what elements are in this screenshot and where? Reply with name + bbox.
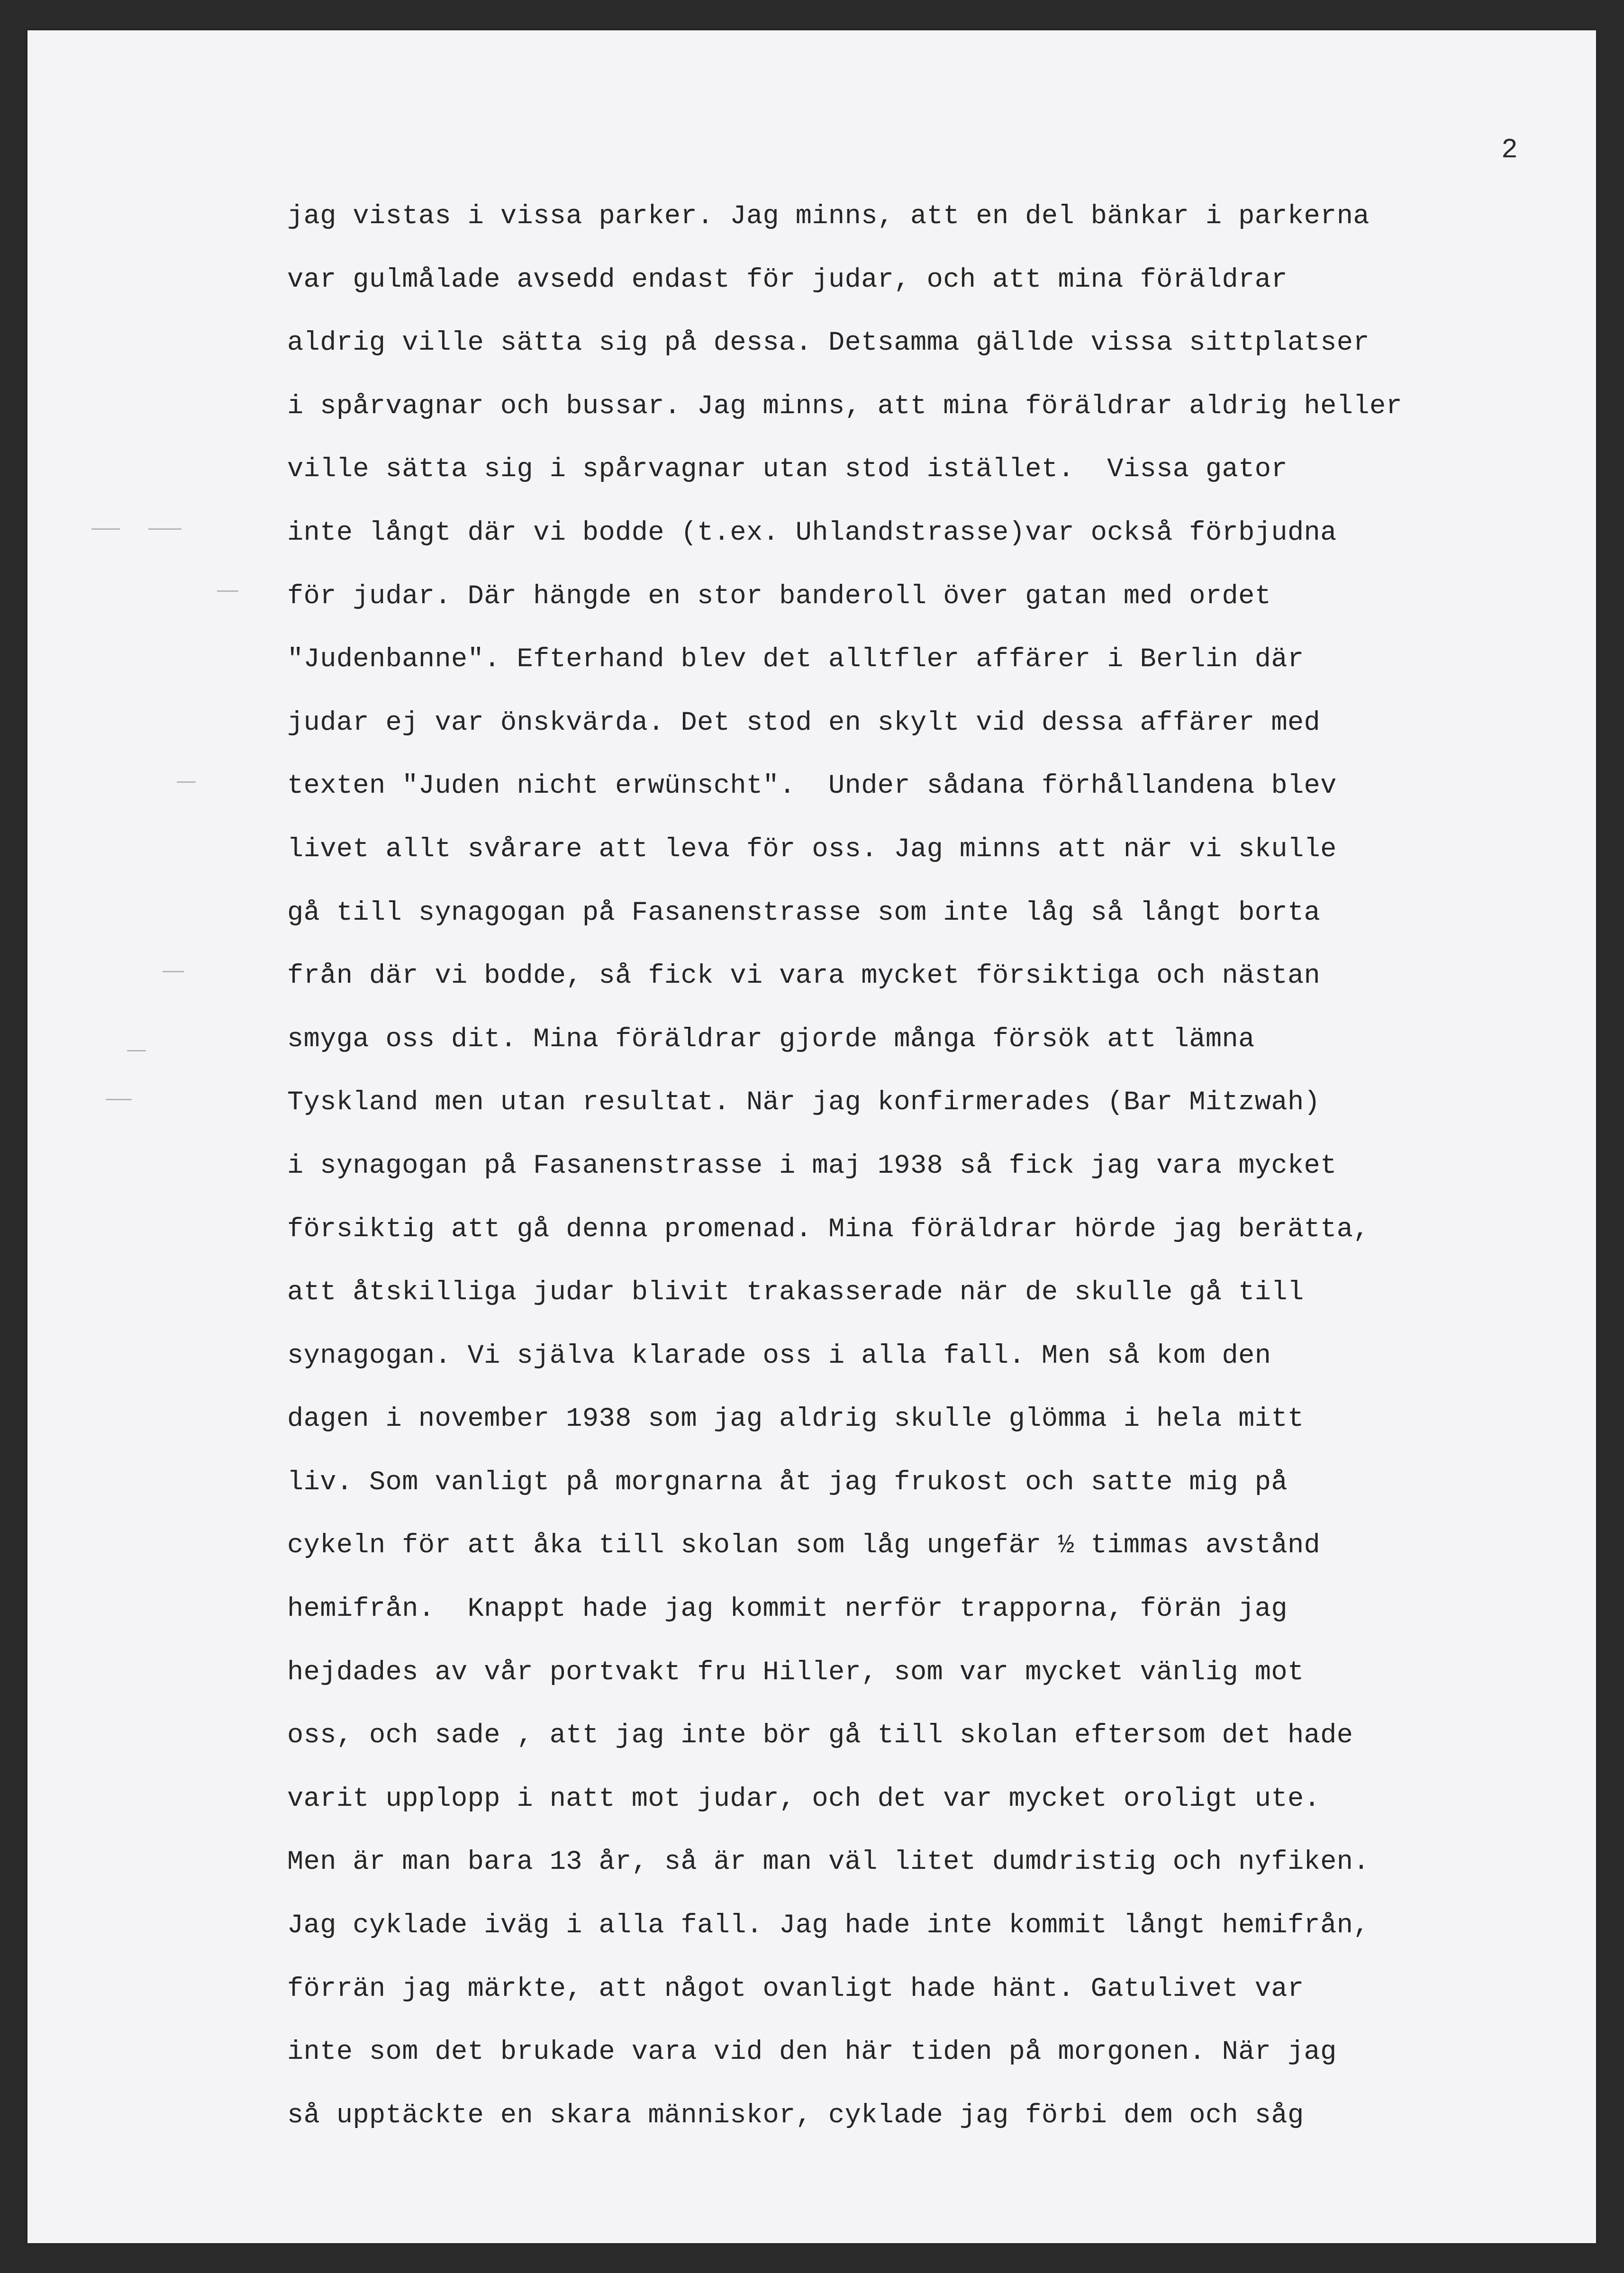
- text-line: försiktig att gå denna promenad. Mina föräldrar hörde jag berätta,: [287, 1214, 1370, 1245]
- text-line: varit upplopp i natt mot judar, och det var mycket oroligt ute.: [287, 1784, 1321, 1814]
- text-line: inte långt där vi bodde (t.ex. Uhlandstrasse)var också förbjudna: [287, 517, 1337, 548]
- text-line: dagen i november 1938 som jag aldrig skulle glömma i hela mitt: [287, 1404, 1304, 1435]
- text-line: aldrig ville sätta sig på dessa. Detsamma gällde vissa sittplatser: [287, 328, 1370, 359]
- typed-text-body: [287, 198, 1605, 2160]
- margin-mark: [106, 1099, 132, 1100]
- text-line: Men är man bara 13 år, så är man väl litet dumdristig och nyfiken.: [287, 1847, 1370, 1878]
- text-line: inte som det brukade vara vid den här tiden på morgonen. När jag: [287, 2037, 1337, 2068]
- text-line: oss, och sade , att jag inte bör gå till skolan eftersom det hade: [287, 1721, 1353, 1751]
- text-line: för judar. Där hängde en stor banderoll över gatan med ordet: [287, 581, 1271, 612]
- text-line: liv. Som vanligt på morgnarna åt jag frukost och satte mig på: [287, 1467, 1288, 1498]
- text-line: så upptäckte en skara människor, cyklade jag förbi dem och såg: [287, 2100, 1304, 2131]
- text-line: förrän jag märkte, att något ovanligt hade hänt. Gatulivet var: [287, 1974, 1304, 2004]
- page-number: 2: [1501, 135, 1518, 166]
- margin-mark: [127, 1050, 146, 1051]
- text-line: judar ej var önskvärda. Det stod en skylt vid dessa affärer med: [287, 707, 1321, 738]
- text-line: ville sätta sig i spårvagnar utan stod istället. Vissa gator: [287, 454, 1288, 485]
- text-line: texten "Juden nicht erwünscht". Under sådana förhållandena blev: [287, 771, 1337, 802]
- text-line: från där vi bodde, så fick vi vara mycket försiktiga och nästan: [287, 961, 1321, 992]
- text-line: Tyskland men utan resultat. När jag konfirmerades (Bar Mitzwah): [287, 1087, 1321, 1118]
- margin-mark: [163, 971, 184, 972]
- text-line: i synagogan på Fasanenstrasse i maj 1938 så fick jag vara mycket: [287, 1150, 1337, 1181]
- text-line: hemifrån. Knappt hade jag kommit nerför trapporna, förän jag: [287, 1594, 1288, 1625]
- text-line: hejdades av vår portvakt fru Hiller, som var mycket vänlig mot: [287, 1657, 1304, 1688]
- margin-mark: [91, 528, 120, 530]
- text-line: i spårvagnar och bussar. Jag minns, att mina föräldrar aldrig heller: [287, 391, 1403, 422]
- text-line: smyga oss dit. Mina föräldrar gjorde många försök att lämna: [287, 1024, 1255, 1055]
- text-line: "Judenbanne". Efterhand blev det alltfler affärer i Berlin där: [287, 644, 1304, 675]
- text-line: livet allt svårare att leva för oss. Jag minns att när vi skulle: [287, 834, 1337, 865]
- text-line: Jag cyklade iväg i alla fall. Jag hade inte kommit långt hemifrån,: [287, 1911, 1370, 1941]
- margin-mark: [148, 528, 181, 530]
- text-line: var gulmålade avsedd endast för judar, och att mina föräldrar: [287, 264, 1288, 295]
- document-page: [27, 30, 1596, 2243]
- text-line: jag vistas i vissa parker. Jag minns, att en del bänkar i parkerna: [287, 201, 1370, 232]
- margin-mark: [177, 781, 196, 783]
- text-line: cykeln för att åka till skolan som låg ungefär ½ timmas avstånd: [287, 1530, 1321, 1561]
- margin-mark: [217, 590, 238, 592]
- text-line: gå till synagogan på Fasanenstrasse som inte låg så långt borta: [287, 897, 1321, 928]
- text-line: att åtskilliga judar blivit trakasserade när de skulle gå till: [287, 1277, 1304, 1308]
- text-line: synagogan. Vi själva klarade oss i alla fall. Men så kom den: [287, 1340, 1271, 1371]
